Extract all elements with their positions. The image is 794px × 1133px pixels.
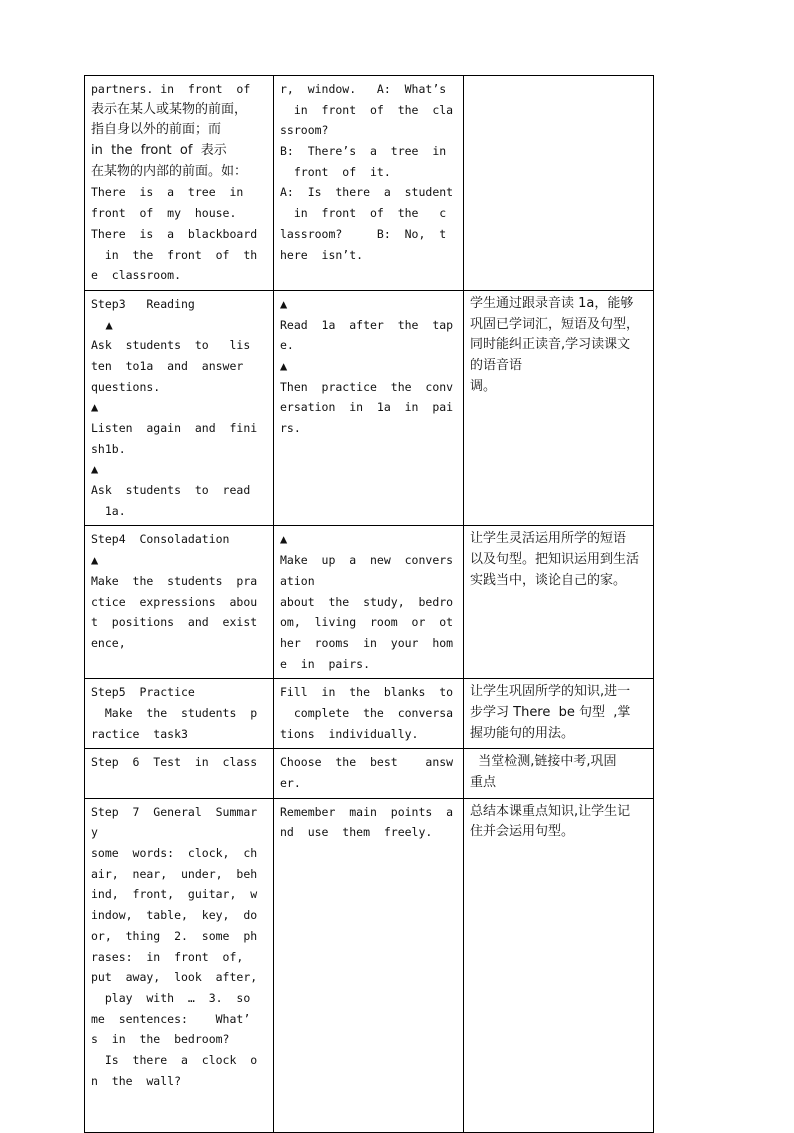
text-line: here isn’t. [280,247,364,262]
text-line: er. [280,776,301,790]
text-line: Make the students pra [91,573,258,588]
text-line: or, thing 2. some ph [91,928,258,943]
text-line: nd use them freely. [280,825,433,840]
text-line: about the study, bedro [280,594,454,609]
text-line: 学生通过跟录音读 1a，能够 [470,295,634,311]
text-line: in the front of th [91,247,258,262]
text-line: ence, [91,635,126,650]
text-line: B: There’s a tree in [280,144,447,159]
text-line: Fill in the blanks to [280,685,454,700]
text-line: Step5 Practice [91,685,195,700]
text-line: 重点 [470,775,497,790]
text-line: partners. in front of [91,82,251,96]
text-line: ▲ [280,358,288,373]
purpose-cell [464,679,654,749]
text-line: ▲ [280,532,288,547]
text-line: ation [280,573,315,588]
text-line: Remember main points a [280,804,454,819]
student-task-cell [274,749,464,798]
text-line: ▲ [91,462,99,477]
text-line: 握功能句的用法。 [470,725,575,741]
table-row [85,679,654,749]
text-line: Is there a clock o [91,1052,258,1067]
text-line: Ask students to read [91,483,251,498]
student-task-cell [274,76,464,291]
text-line: rs. [280,421,301,435]
text-line: Step4 Consoladation [91,532,230,547]
text-line: Step3 Reading [91,296,195,311]
text-line: A: Is there a student [280,185,454,200]
text-line: 1a. [91,503,126,518]
text-line: ind, front, guitar, w [91,887,258,902]
text-line: ctice expressions abou [91,594,258,609]
text-line: 住并会运用句型。 [470,824,575,840]
text-line: sh1b. [91,441,126,456]
text-line: There is a tree in [91,185,244,200]
text-line: 在某物的内部的前面。如： [91,163,248,179]
text-line: 巩固已学词汇，短语及句型， [470,316,640,332]
activity-cell [85,679,274,749]
text-line: 以及句型。把知识运用到生活 [470,552,640,568]
text-line: e classroom. [91,268,182,283]
text-line: 让学生巩固所学的知识,进一 [470,684,631,700]
text-line: n the wall? [91,1073,182,1088]
text-line: 让学生灵活运用所学的短语 [470,531,627,547]
text-line: ractice task3 [91,726,188,741]
text-line: air, near, under, beh [91,866,258,881]
text-line: 调。 [470,378,497,394]
purpose-cell [464,526,654,679]
text-line: 实践当中，谈论自己的家。 [470,572,627,588]
text-line: tions individually. [280,726,419,741]
activity-cell [85,290,274,526]
text-line: ▲ [91,553,99,568]
text-line: Ask students to lis [91,338,251,353]
table-row [85,798,654,1132]
text-line: 总结本课重点知识,让学生记 [470,803,631,819]
text-line: s in the bedroom? [91,1032,230,1047]
purpose-cell [464,290,654,526]
text-line: lassroom? B: No, t [280,226,447,241]
text-line: questions. [91,379,161,394]
text-line: ▲ [91,400,99,415]
text-line: put away, look after, [91,970,258,985]
text-line: Make up a new convers [280,553,454,568]
text-line: me sentences: What’ [91,1011,251,1026]
text-line: some words: clock, ch [91,846,258,861]
text-line: 当堂检测,链接中考,巩固 [470,754,617,770]
text-line: Choose the best answ [280,755,454,770]
text-line: 同时能纠正读音,学习读课文 [470,337,631,353]
student-task-cell [274,798,464,1132]
text-line: rases: in front of, [91,949,244,964]
text-line: play with … 3. so [91,990,251,1005]
text-line: 步学习 There be 句型 ,掌 [470,704,631,720]
text-line: Read 1a after the tap [280,317,454,332]
purpose-cell [464,798,654,1132]
text-line: e in pairs. [280,656,371,671]
student-task-cell [274,679,464,749]
text-line: 的语音语 [470,357,523,373]
text-line: ssroom? [280,123,329,138]
text-line: front of my house. [91,206,237,221]
text-line: ersation in 1a in pai [280,400,454,415]
activity-cell [85,526,274,679]
text-line: Then practice the conv [280,379,454,394]
text-line: Listen again and fini [91,421,258,435]
text-line: front of it. [280,164,391,179]
text-line: There is a blackboard [91,226,258,241]
activity-cell [85,76,274,291]
table-row [85,76,654,291]
text-line: r, window. A: What’s [280,82,447,96]
activity-cell [85,749,274,798]
activity-cell [85,798,274,1132]
lesson-plan-body [85,76,654,1133]
text-line: in front of the c [280,206,447,221]
lesson-plan-table [84,75,654,1133]
student-task-cell [274,290,464,526]
table-row [85,526,654,679]
purpose-cell [464,749,654,798]
table-row [85,290,654,526]
text-line: y [91,825,98,840]
text-line: 指自身以外的前面；而 [91,122,222,138]
text-line: om, living room or ot [280,615,454,630]
text-line: in front of the cla [280,102,454,117]
text-line: Step 6 Test in class [91,755,258,770]
text-line: Make the students p [91,705,258,720]
text-line: ten to1a and answer [91,358,244,373]
text-line: in the front of 表示 [91,143,227,159]
text-line: ▲ [280,296,288,311]
text-line: 表示在某人或某物的前面， [91,101,248,117]
text-line: indow, table, key, do [91,908,258,923]
text-line: t positions and exist [91,615,258,630]
purpose-cell [464,76,654,291]
text-line: Step 7 General Summar [91,804,258,819]
table-row [85,749,654,798]
text-line: ▲ [91,317,113,332]
text-line: her rooms in your hom [280,635,454,650]
student-task-cell [274,526,464,679]
text-line: e. [280,338,294,353]
text-line: complete the conversa [280,705,454,720]
